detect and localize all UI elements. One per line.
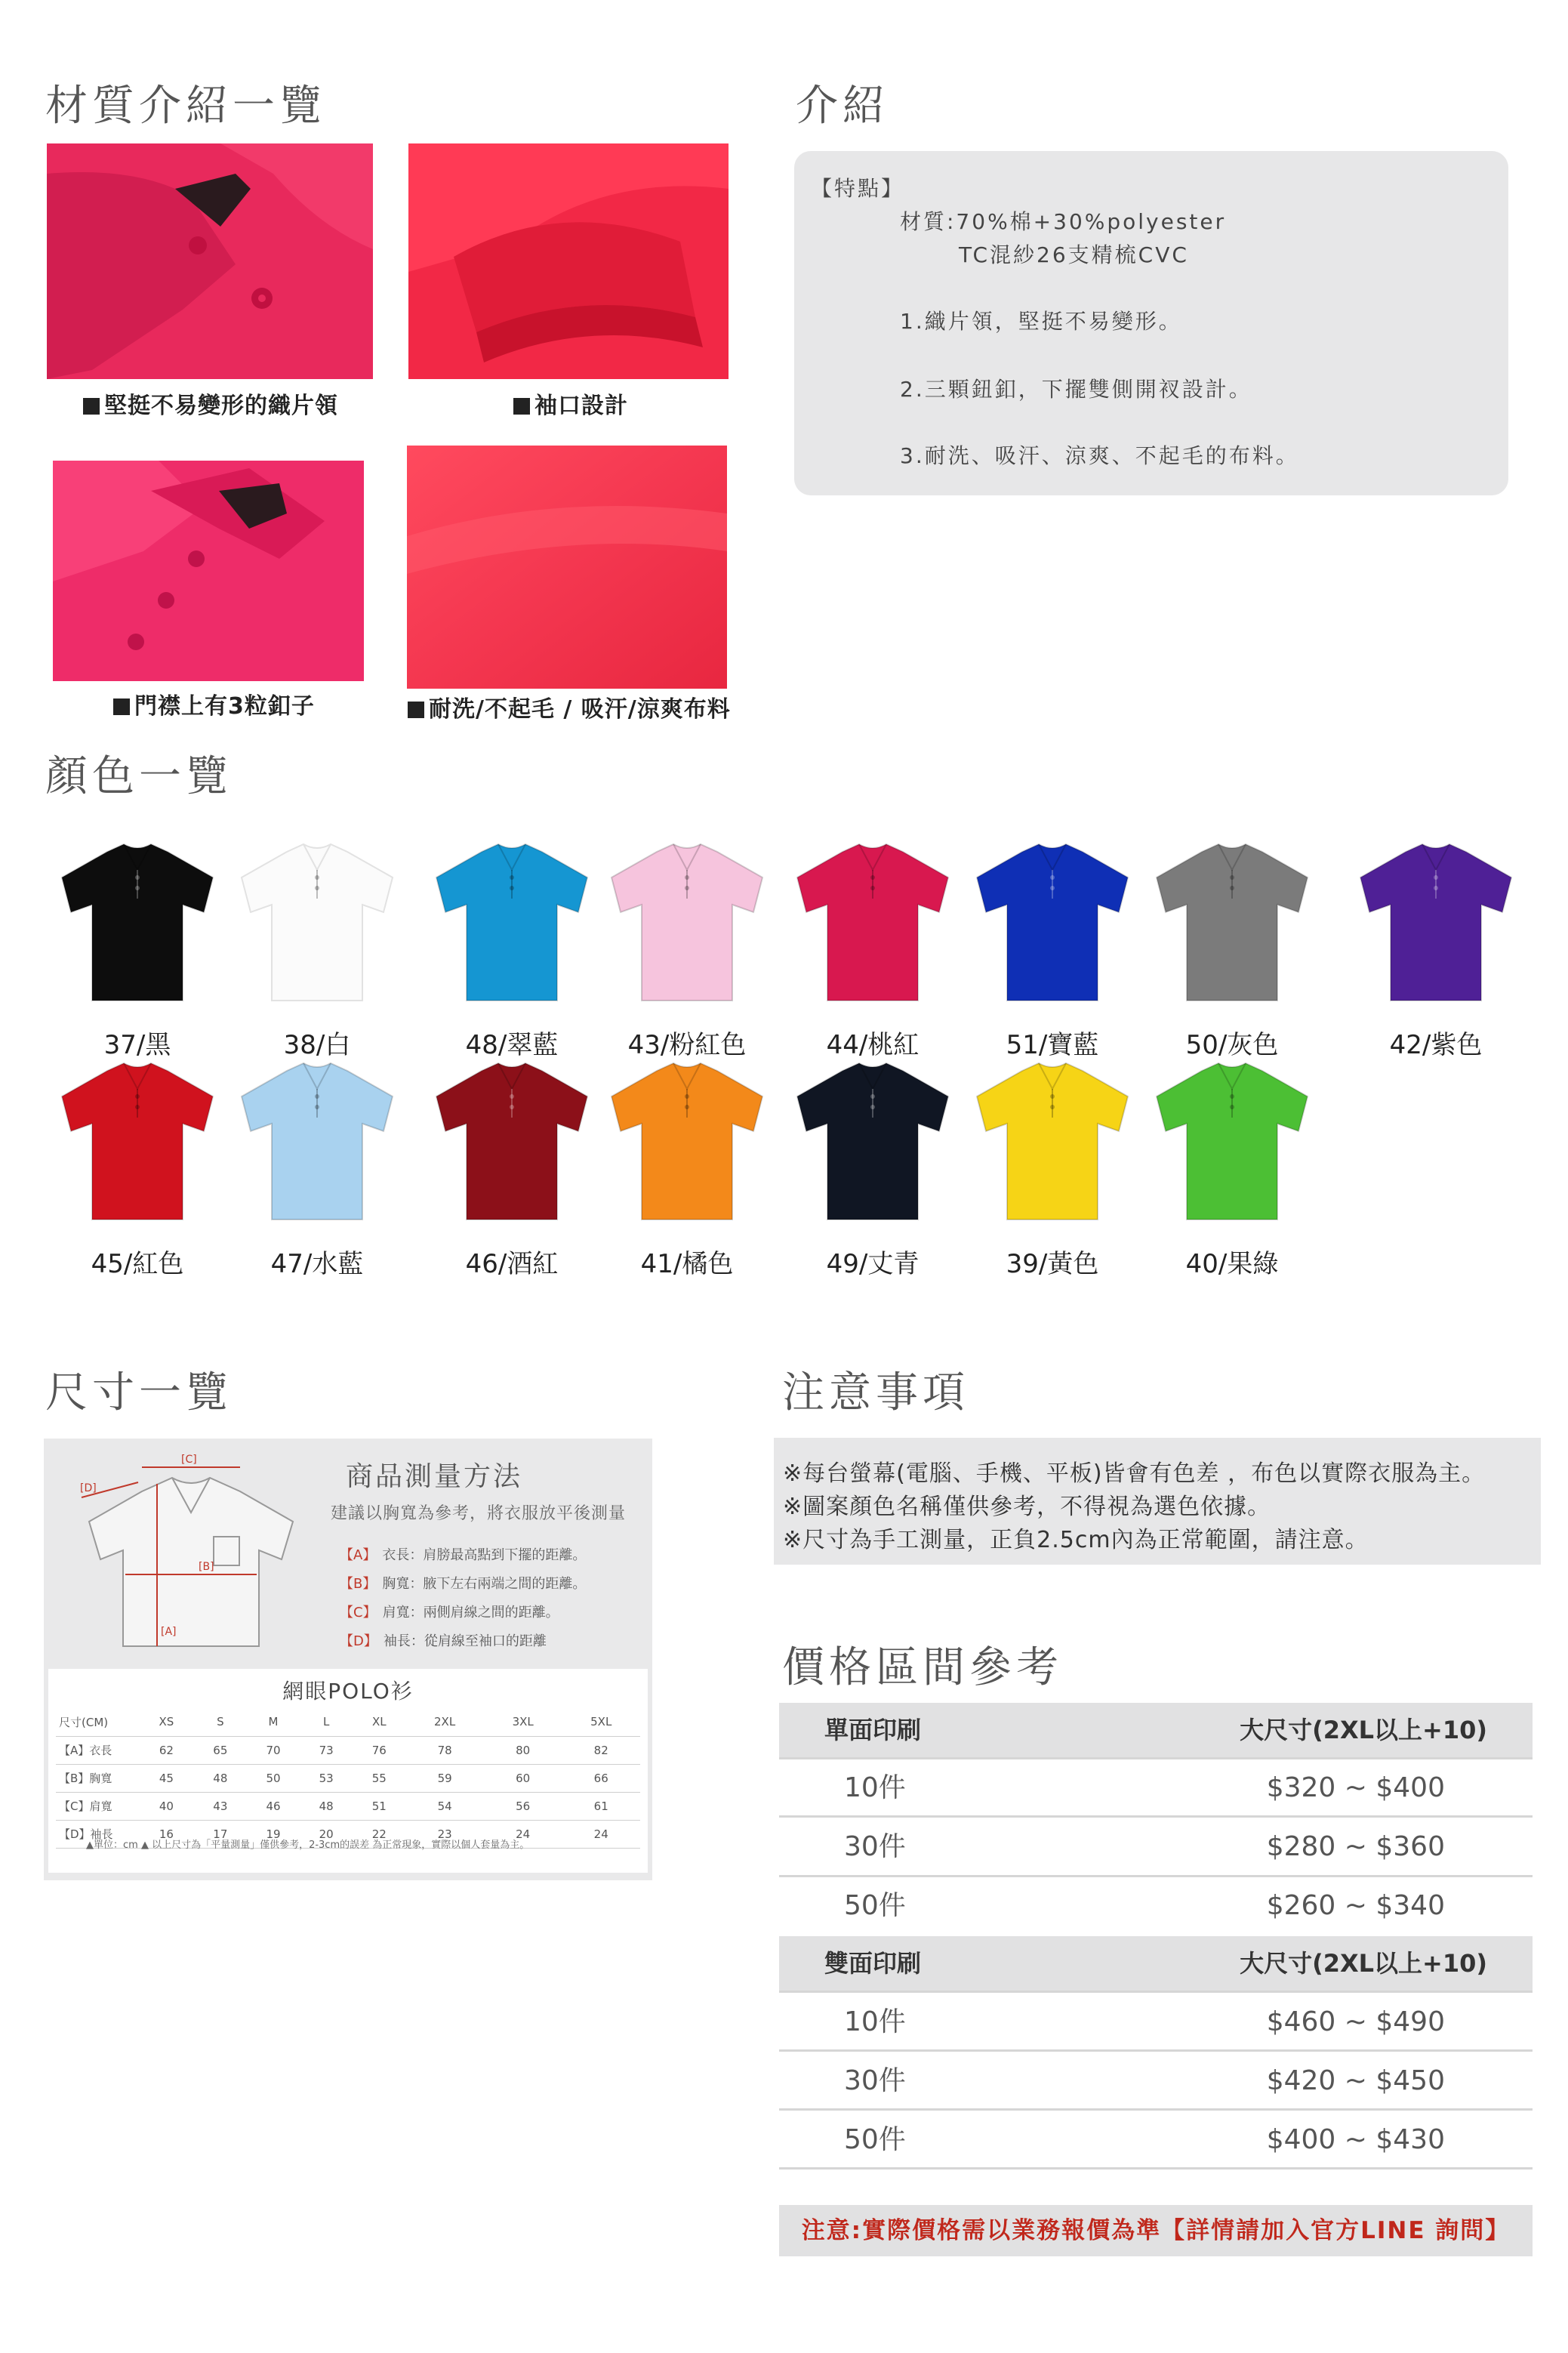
size-surcharge-label: 大尺寸(2XL以上+10) — [1240, 1949, 1487, 1978]
size-table-cell: 80 — [484, 1736, 562, 1764]
diagram-label-b: [B] — [199, 1561, 214, 1573]
size-table-cell: 48 — [194, 1764, 247, 1792]
caption-cuff: 袖口設計 — [513, 387, 628, 420]
size-table-row — [56, 1792, 640, 1820]
size-table-cell: 56 — [484, 1792, 562, 1820]
color-swatch-shirt — [1149, 838, 1315, 1004]
measure-item-d: 【D】 袖長：從肩線至袖口的距離 — [340, 1633, 547, 1649]
color-swatch-label: 42/紫色 — [1389, 1030, 1483, 1060]
measurement-diagram — [66, 1454, 316, 1658]
size-table-cell: 22 — [353, 1820, 405, 1848]
section-title-size: 尺寸一覽 — [45, 1368, 233, 1417]
price-row: 50件 $260 ~ $340 — [844, 1890, 1445, 1921]
color-swatch-shirt — [969, 1057, 1135, 1223]
price-row: 10件 $460 ~ $490 — [844, 2006, 1445, 2037]
size-table — [56, 1708, 640, 1849]
size-table-cell: 61 — [562, 1792, 640, 1820]
size-table-cell: 66 — [562, 1764, 640, 1792]
color-swatch-label: 46/酒紅 — [465, 1249, 559, 1279]
size-table-cell: 50 — [247, 1764, 300, 1792]
size-chart-panel — [44, 1439, 652, 1880]
size-table-cell: M — [247, 1708, 300, 1736]
size-table-cell: 55 — [353, 1764, 405, 1792]
color-swatch-label: 47/水藍 — [270, 1249, 364, 1279]
size-table-cell: 19 — [247, 1820, 300, 1848]
size-table-cell: 46 — [247, 1792, 300, 1820]
color-swatch-label: 50/灰色 — [1185, 1030, 1279, 1060]
price-row: 10件 $320 ~ $400 — [844, 1772, 1445, 1803]
color-swatch-label: 38/白 — [283, 1030, 351, 1060]
section-title-notice: 注意事項 — [782, 1368, 969, 1417]
color-swatch-label: 37/黑 — [103, 1030, 171, 1060]
size-surcharge-label: 大尺寸(2XL以上+10) — [1240, 1716, 1487, 1744]
size-table-cell: S — [194, 1708, 247, 1736]
size-table-header — [56, 1708, 640, 1736]
color-swatch-label: 45/紅色 — [91, 1249, 184, 1279]
size-table-cell: 24 — [562, 1820, 640, 1848]
price-row: 30件 $280 ~ $360 — [844, 1831, 1445, 1862]
size-table-cell: L — [300, 1708, 353, 1736]
size-table-cell: 23 — [405, 1820, 484, 1848]
size-table-cell: 54 — [405, 1792, 484, 1820]
size-table-cell: 2XL — [405, 1708, 484, 1736]
color-swatch-shirt — [790, 1057, 956, 1223]
diagram-label-a: [A] — [161, 1626, 177, 1638]
size-table-cell: 45 — [139, 1764, 194, 1792]
size-table-cell: 3XL — [484, 1708, 562, 1736]
price-row: 30件 $420 ~ $450 — [844, 2065, 1445, 2096]
section-title-intro: 介紹 — [796, 82, 889, 131]
price-disclaimer: 注意:實際價格需以業務報價為準【詳情請加入官方LINE 詢問】 — [779, 2205, 1533, 2256]
size-table-cell: 76 — [353, 1736, 405, 1764]
single-print-label: 單面印刷 — [824, 1716, 922, 1744]
size-table-cell: XS — [139, 1708, 194, 1736]
color-swatch-shirt — [234, 1057, 400, 1223]
notice-line-1: ※每台螢幕(電腦、手機、平板)皆會有色差 ，布色以實際衣服為主。 — [783, 1460, 1486, 1487]
size-table-cell: 70 — [247, 1736, 300, 1764]
size-table-cell: 尺寸(CM) — [56, 1708, 139, 1736]
color-swatch-label: 51/寶藍 — [1006, 1030, 1099, 1060]
color-swatch-label: 44/桃紅 — [826, 1030, 920, 1060]
size-table-cell: 78 — [405, 1736, 484, 1764]
double-print-label: 雙面印刷 — [824, 1949, 922, 1978]
color-swatch-shirt — [54, 1057, 220, 1223]
size-table-cell: 5XL — [562, 1708, 640, 1736]
measure-item-c: 【C】 肩寬：兩側肩線之間的距離。 — [340, 1605, 559, 1621]
diagram-label-c: [C] — [181, 1454, 197, 1466]
bullet-square-icon — [513, 398, 530, 415]
bullet-square-icon — [83, 398, 100, 415]
color-swatch-label: 48/翠藍 — [465, 1030, 559, 1060]
caption-fabric: 耐洗/不起毛 / 吸汗/涼爽布料 — [408, 690, 731, 723]
measure-title: 商品測量方法 — [346, 1461, 523, 1492]
size-table-cell: 60 — [484, 1764, 562, 1792]
size-table-note: ▲單位：cm ▲ 以上尺寸為「平量測量」僅供參考，2-3cm的誤差 為正常現象，實際以個人套量為主。 — [86, 1840, 530, 1851]
size-table-cell: 【B】胸寬 — [56, 1764, 139, 1792]
color-swatch-label: 49/丈青 — [826, 1249, 920, 1279]
size-table-cell: 40 — [139, 1792, 194, 1820]
size-table-title: 網眼POLO衫 — [282, 1679, 414, 1704]
diagram-label-d: [D] — [80, 1482, 97, 1494]
price-header-single — [779, 1703, 1533, 1757]
bullet-square-icon — [113, 698, 130, 715]
size-table-cell: 【C】肩寬 — [56, 1792, 139, 1820]
color-swatch-shirt — [790, 838, 956, 1004]
size-table-row — [56, 1736, 640, 1764]
color-swatch-label: 40/果綠 — [1185, 1249, 1279, 1279]
size-table-cell: 59 — [405, 1764, 484, 1792]
color-swatch-shirt — [1149, 1057, 1315, 1223]
price-row: 50件 $400 ~ $430 — [844, 2124, 1445, 2155]
size-table-cell: 48 — [300, 1792, 353, 1820]
intro-point-1: 1.織片領，堅挺不易變形。 — [900, 309, 1182, 334]
price-header-double — [779, 1936, 1533, 1991]
measure-item-a: 【A】 衣長：肩膀最高點到下擺的距離。 — [340, 1547, 587, 1563]
size-table-cell: 【D】袖長 — [56, 1820, 139, 1848]
intro-heading: 【特點】 — [811, 176, 905, 201]
size-table-cell: 24 — [484, 1820, 562, 1848]
bullet-square-icon — [408, 702, 424, 718]
measure-item-b: 【B】 胸寬：腋下左右兩端之間的距離。 — [340, 1576, 587, 1592]
fabric-photo — [407, 446, 727, 689]
notice-panel — [774, 1438, 1541, 1565]
measure-subtitle: 建議以胸寬為參考，將衣服放平後測量 — [331, 1504, 627, 1523]
notice-line-2: ※圖案顏色名稱僅供參考，不得視為選色依據。 — [783, 1494, 1271, 1520]
color-swatch-shirt — [429, 1057, 595, 1223]
size-table-cell: 73 — [300, 1736, 353, 1764]
intro-panel — [794, 151, 1508, 495]
size-table-cell: 16 — [139, 1820, 194, 1848]
size-table-cell: 20 — [300, 1820, 353, 1848]
intro-point-3: 3.耐洗、吸汗、涼爽、不起毛的布料。 — [900, 443, 1299, 468]
color-swatch-shirt — [429, 838, 595, 1004]
size-table-cell: 65 — [194, 1736, 247, 1764]
size-table-row — [56, 1764, 640, 1792]
caption-placket: 門襟上有3粒釦子 — [113, 687, 315, 720]
intro-yarn: TC混紗26支精梳CVC — [959, 242, 1189, 267]
intro-point-2: 2.三顆鈕釦，下擺雙側開衩設計。 — [900, 377, 1252, 402]
color-swatch-label: 41/橘色 — [640, 1249, 734, 1279]
size-table-cell: 62 — [139, 1736, 194, 1764]
size-table-cell: 43 — [194, 1792, 247, 1820]
intro-material: 材質:70%棉+30%polyester — [900, 209, 1227, 234]
size-table-cell: 82 — [562, 1736, 640, 1764]
color-swatch-label: 39/黃色 — [1006, 1249, 1099, 1279]
size-table-cell: 【A】衣長 — [56, 1736, 139, 1764]
size-table-cell: XL — [353, 1708, 405, 1736]
size-table-cell: 51 — [353, 1792, 405, 1820]
color-swatch-shirt — [234, 838, 400, 1004]
color-swatch-label: 43/粉紅色 — [627, 1030, 747, 1060]
size-table-cell: 17 — [194, 1820, 247, 1848]
color-swatch-shirt — [54, 838, 220, 1004]
cuff-photo — [408, 143, 729, 379]
color-swatch-shirt — [604, 1057, 770, 1223]
section-title-price: 價格區間參考 — [782, 1643, 1063, 1692]
color-swatch-shirt — [604, 838, 770, 1004]
section-title-material: 材質介紹一覽 — [45, 82, 326, 131]
collar-photo — [47, 143, 373, 379]
placket-photo — [53, 461, 364, 681]
size-table-cell: 53 — [300, 1764, 353, 1792]
color-swatch-shirt — [1353, 838, 1519, 1004]
size-table-card — [48, 1669, 648, 1873]
section-title-colors: 顏色一覽 — [45, 752, 233, 801]
notice-line-3: ※尺寸為手工測量，正負2.5cm內為正常範圍，請注意。 — [783, 1527, 1369, 1553]
color-swatch-shirt — [969, 838, 1135, 1004]
caption-collar: 堅挺不易變形的織片領 — [83, 387, 338, 420]
